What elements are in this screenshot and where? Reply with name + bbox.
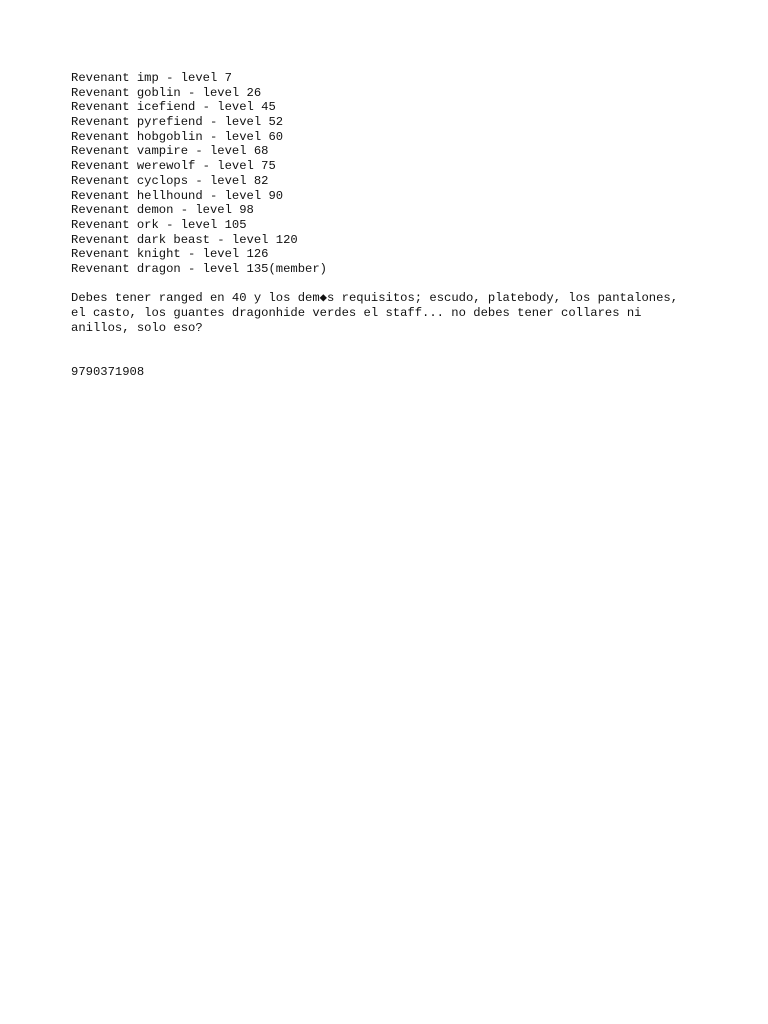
list-item: Revenant vampire - level 68 [71, 144, 269, 159]
paragraph-line: Debes tener ranged en 40 y los dem◆s requisitos; escudo, platebody, los pantalones, [71, 291, 679, 306]
revenant-list [71, 71, 731, 277]
list-item: Revenant goblin - level 26 [71, 85, 262, 100]
document-page [71, 71, 731, 379]
list-item: Revenant imp - level 7 [71, 71, 232, 85]
list-item: Revenant demon - level 98 [71, 203, 254, 218]
list-item: Revenant knight - level 126 [71, 247, 269, 262]
list-item: Revenant hobgoblin - level 60 [71, 129, 284, 144]
list-item: Revenant hellhound - level 90 [71, 188, 284, 203]
list-item: Revenant werewolf - level 75 [71, 159, 276, 174]
list-item: Revenant pyrefiend - level 52 [71, 115, 284, 130]
requirements-paragraph [71, 291, 731, 335]
number-text: 9790371908 [71, 364, 145, 379]
list-item: Revenant ork - level 105 [71, 217, 247, 232]
document-number [71, 365, 731, 380]
paragraph-line: el casto, los guantes dragonhide verdes el staff... no debes tener collares ni [71, 306, 642, 320]
list-item: Revenant icefiend - level 45 [71, 100, 276, 115]
list-item: Revenant cyclops - level 82 [71, 173, 269, 188]
list-item: Revenant dark beast - level 120 [71, 232, 298, 247]
paragraph-line: anillos, solo eso? [71, 320, 203, 335]
list-item: Revenant dragon - level 135(member) [71, 261, 327, 276]
